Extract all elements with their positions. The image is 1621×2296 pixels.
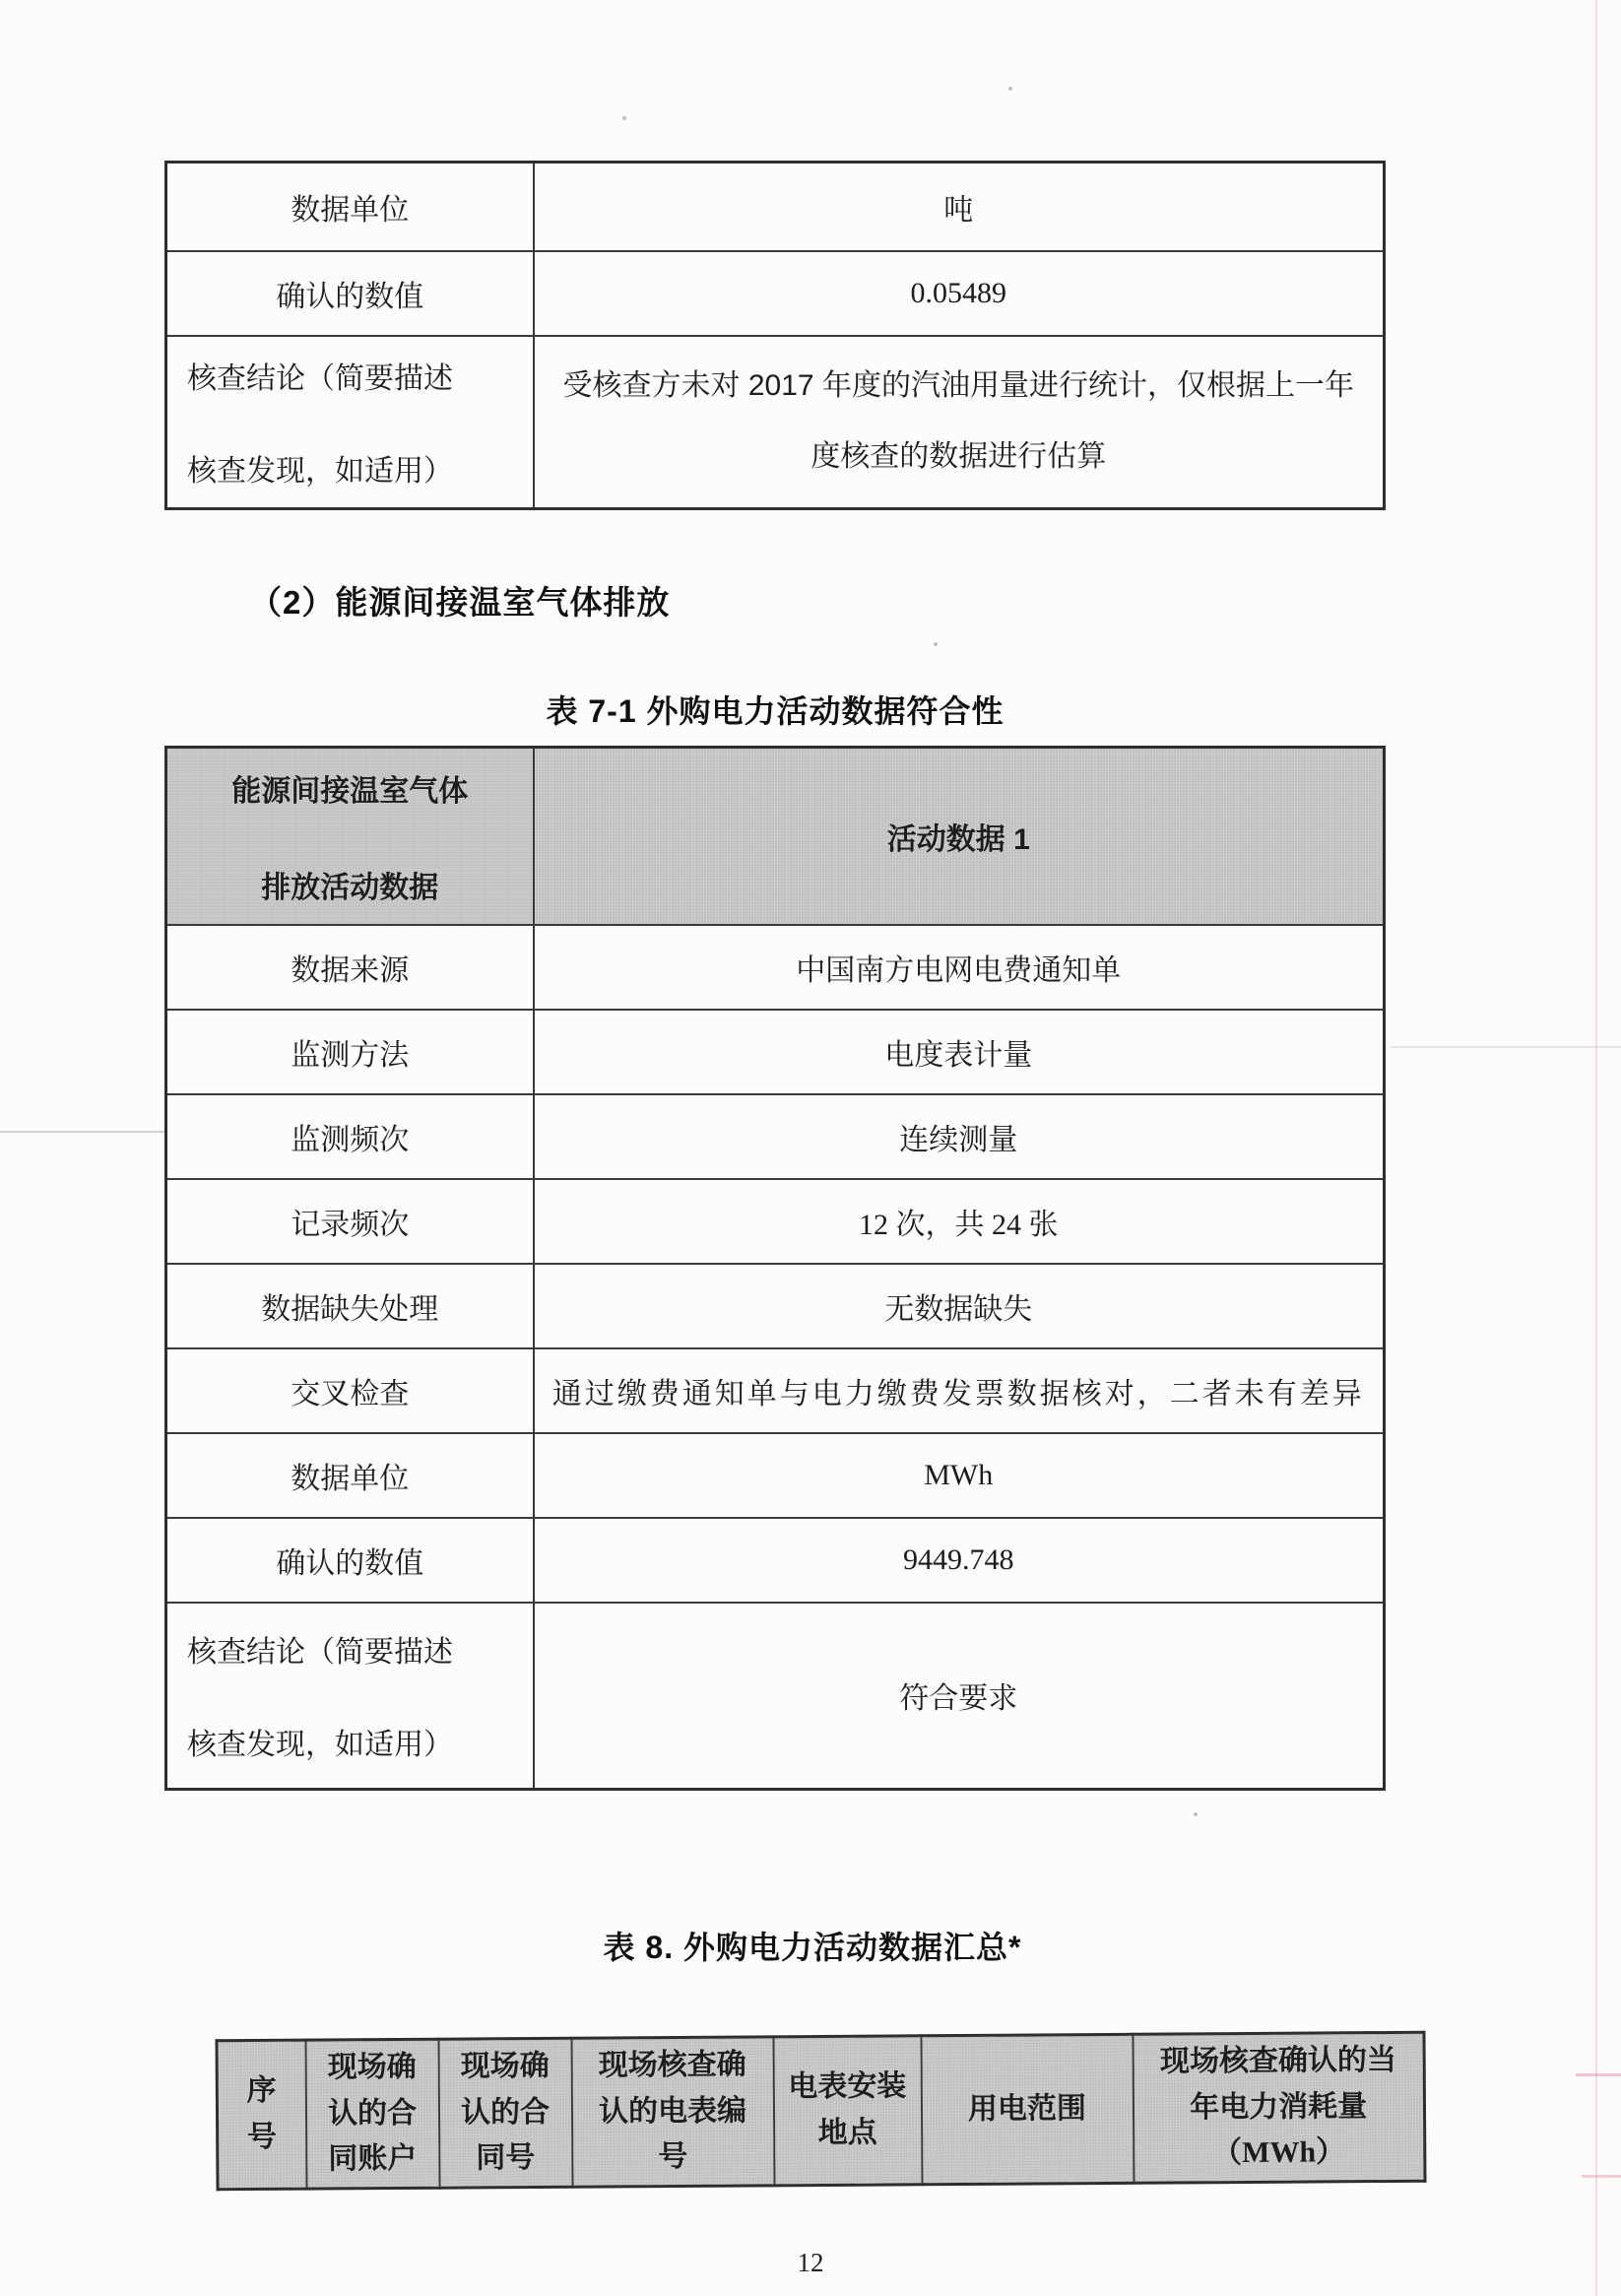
conclusion-value: 受核查方未对 2017 年度的汽油用量进行统计，仅根据上一年度核查的数据进行估算 [562,369,1354,474]
scan-artifact-left-line [0,1131,164,1133]
table7-title: 表 7-1 外购电力活动数据符合性 [546,693,1005,729]
table8 [215,2031,1426,2191]
table-row [166,336,1385,509]
conclusion-label-cell [166,336,534,509]
page-number: 12 [797,2248,824,2277]
table8-title: 表 8. 外购电力活动数据汇总* [603,1930,1022,1965]
table7 [164,746,1386,1791]
row-value: MWh [534,1433,1385,1518]
table-row [166,1348,1385,1433]
table8-header-col-5: 用电范围 [921,2034,1134,2184]
table8-header-row [217,2032,1425,2189]
row-value: 无数据缺失 [534,1264,1385,1348]
scan-speck [934,642,938,646]
table7-header-row [166,748,1385,925]
scan-artifact-pink-mark [1576,2073,1621,2076]
table-row [166,1264,1385,1348]
row-value: 吨 [534,163,1385,251]
table-row [166,1518,1385,1603]
table8-header-col-0: 序号 [217,2040,306,2189]
row-value: 通过缴费通知单与电力缴费发票数据核对，二者未有差异 [534,1348,1385,1433]
row-value: 12 次，共 24 张 [534,1179,1385,1264]
table7-header-col1-cell [166,748,534,925]
conclusion-value: 符合要求 [534,1603,1385,1790]
conclusion-label [181,1627,525,1763]
section-heading: （2）能源间接温室气体排放 [249,584,671,621]
row-label: 确认的数值 [166,1518,534,1603]
continuation-table [164,161,1386,510]
table8-header-col-6: 现场核查确认的当年电力消耗量（MWh） [1133,2032,1425,2183]
table-row [166,1010,1385,1094]
row-label: 数据缺失处理 [166,1264,534,1348]
row-label: 数据来源 [166,925,534,1010]
table-row [166,925,1385,1010]
conclusion-label-line2: 核查发现，如适用） [187,455,453,489]
conclusion-label-line2: 核查发现，如适用） [187,1729,453,1762]
scan-speck [1008,87,1012,91]
scan-artifact-vertical-line [1595,0,1597,2296]
row-label: 记录频次 [166,1179,534,1264]
row-value: 连续测量 [534,1094,1385,1179]
scan-artifact-right-line [1391,1046,1621,1048]
row-value: 中国南方电网电费通知单 [534,925,1385,1010]
row-label: 交叉检查 [166,1348,534,1433]
table-row [166,1094,1385,1179]
row-value: 0.05489 [534,251,1385,336]
row-label: 监测频次 [166,1094,534,1179]
table7-header-col1-line2: 排放活动数据 [261,871,439,904]
table7-header-col1-line1: 能源间接温室气体 [231,774,469,808]
scan-speck [622,116,626,120]
table8-header-col-3: 现场核查确认的电表编号 [571,2037,774,2187]
conclusion-label-line1: 核查结论（简要描述 [187,1636,453,1670]
table-row [166,1433,1385,1518]
conclusion-value-cell [534,336,1385,509]
table8-header-col-4: 电表安装地点 [773,2036,922,2186]
scan-artifact-pink-mark [1582,2175,1621,2178]
scan-speck [1194,1812,1198,1816]
row-value: 9449.748 [534,1518,1385,1603]
conclusion-label-cell [166,1603,534,1790]
table7-conclusion-row [166,1603,1385,1790]
table7-header-col2: 活动数据 1 [534,748,1385,925]
table8-header-col-1: 现场确认的合同账户 [305,2039,439,2188]
table8-header-col-2: 现场确认的合同号 [438,2038,572,2187]
table-row [166,1179,1385,1264]
conclusion-label-line1: 核查结论（简要描述 [187,362,453,396]
table-row [166,251,1385,336]
row-label: 数据单位 [166,163,534,251]
conclusion-label [181,354,525,490]
table7-header-col1 [181,766,519,906]
row-label: 数据单位 [166,1433,534,1518]
row-label: 监测方法 [166,1010,534,1094]
row-value: 电度表计量 [534,1010,1385,1094]
row-label: 确认的数值 [166,251,534,336]
table-row [166,163,1385,251]
